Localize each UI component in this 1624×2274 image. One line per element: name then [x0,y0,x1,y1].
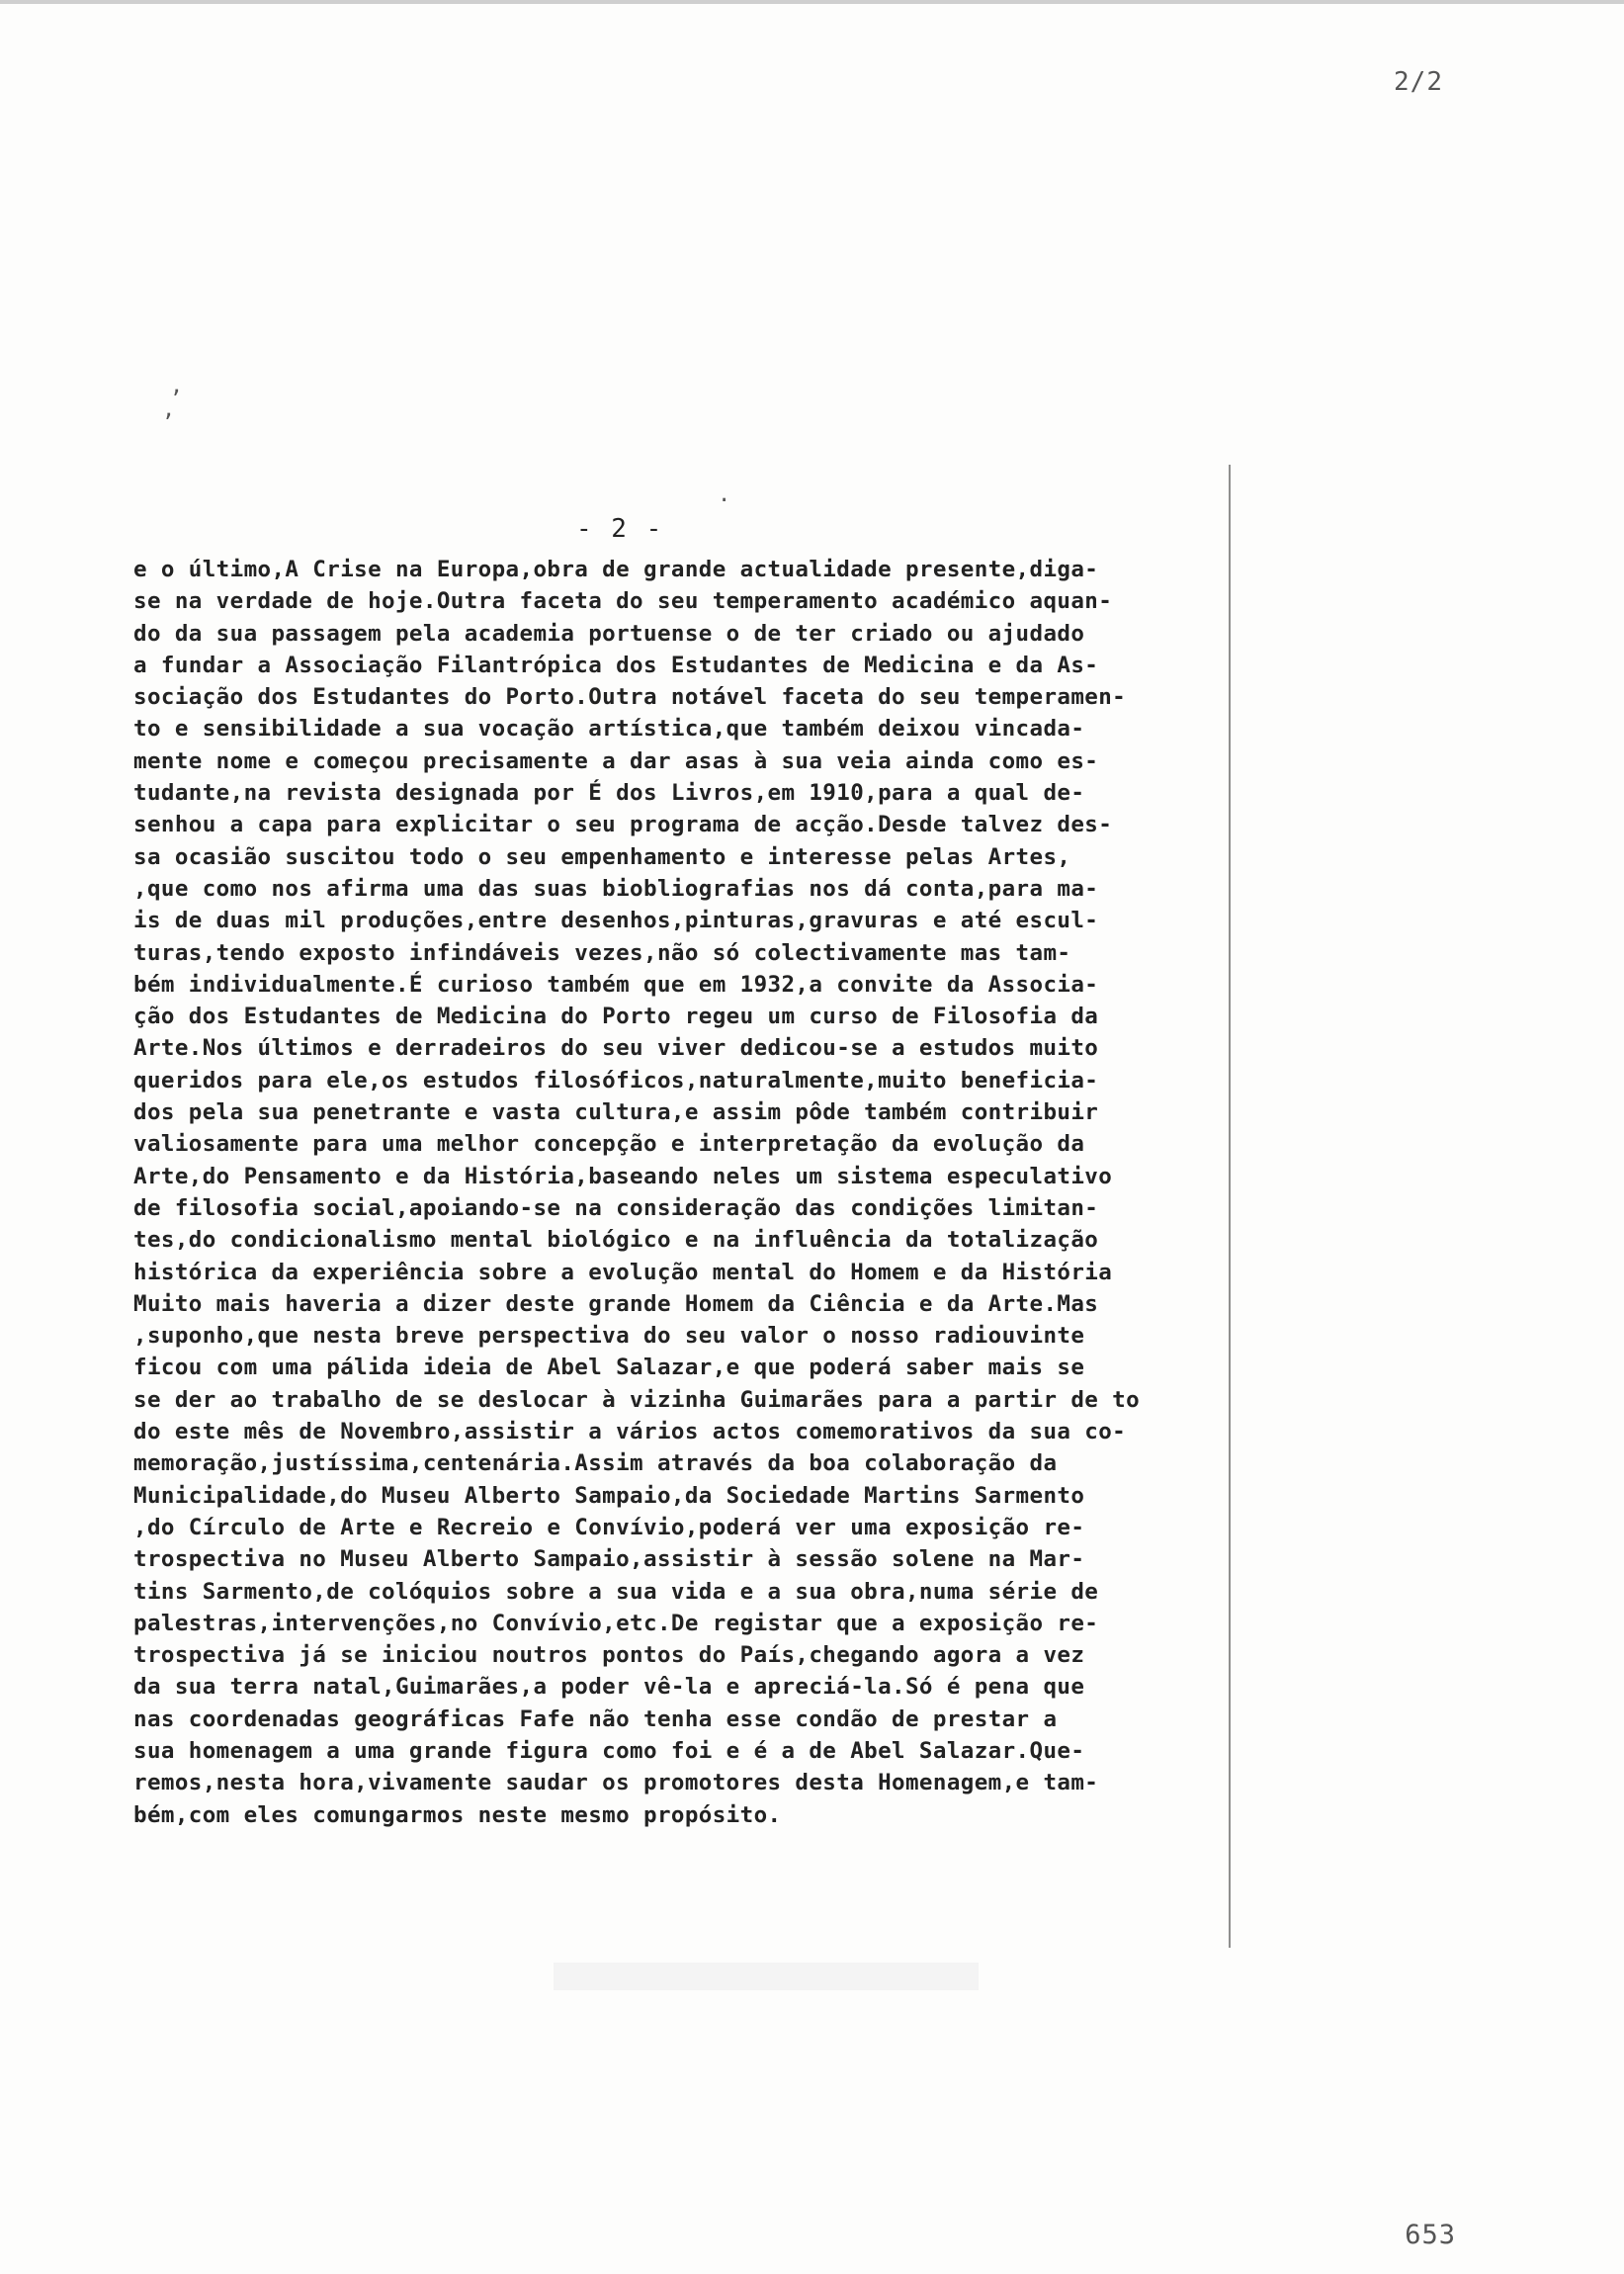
text-line: Arte.Nos últimos e derradeiros do seu viver dedicou-se a estudos muito [133,1035,1099,1062]
stray-mark: . [718,482,731,507]
section-number: - 2 - [576,514,664,544]
text-line: nas coordenadas geográficas Fafe não tenha esse condão de prestar a [133,1706,1058,1732]
text-line: turas,tendo exposto infindáveis vezes,não só colectivamente mas tam- [133,939,1071,966]
text-line: tes,do condicionalismo mental biológico e na influência da totalização [133,1227,1099,1254]
text-line: tudante,na revista designada por É dos Livros,em 1910,para a qual de- [133,780,1085,807]
stray-mark: , [162,397,176,422]
text-line: se na verdade de hoje.Outra faceta do seu temperamento académico aquan- [133,588,1113,615]
text-line: valiosamente para uma melhor concepção e interpretação da evolução da [133,1131,1085,1158]
text-line: sa ocasião suscitou todo o seu empenhamento e interesse pelas Artes, [133,843,1071,870]
text-line: is de duas mil produções,entre desenhos,pinturas,gravuras e até escul- [133,908,1099,934]
text-line: do da sua passagem pela academia portuense o de ter criado ou ajudado [133,620,1085,647]
text-line: to e sensibilidade a sua vocação artística,que também deixou vincada- [133,716,1085,743]
text-line: sua homenagem a uma grande figura como foi e é a de Abel Salazar.Que- [133,1737,1085,1764]
text-line: mente nome e começou precisamente a dar asas à sua veia ainda como es- [133,747,1099,774]
text-line: histórica da experiência sobre a evolução mental do Homem e da História [133,1259,1113,1285]
text-line: ficou com uma pálida ideia de Abel Salazar,e que poderá saber mais se [133,1355,1085,1381]
text-line: Municipalidade,do Museu Alberto Sampaio,da Sociedade Martins Sarmento [133,1482,1085,1509]
text-line: senhou a capa para explicitar o seu programa de acção.Desde talvez des- [133,812,1113,838]
text-line: palestras,intervenções,no Convívio,etc.De registar que a exposição re- [133,1610,1099,1636]
text-line: e o último,A Crise na Europa,obra de grande actualidade presente,diga- [133,557,1099,582]
text-line: tins Sarmento,de colóquios sobre a sua vida e a sua obra,numa série de [133,1578,1099,1605]
text-line: Muito mais haveria a dizer deste grande Homem da Ciência e da Arte.Mas [133,1290,1099,1317]
text-line: de filosofia social,apoiando-se na consideração das condições limitan- [133,1194,1099,1221]
text-line: sociação dos Estudantes do Porto.Outra notável faceta do seu temperamen- [133,684,1127,711]
text-line: ção dos Estudantes de Medicina do Porto regeu um curso de Filosofia da [133,1004,1099,1030]
text-line: trospectiva já se iniciou noutros pontos do País,chegando agora a vez [133,1642,1085,1669]
typed-body-text [133,554,1233,1831]
text-line: bém,com eles comungarmos neste mesmo propósito. [133,1801,782,1828]
text-line: queridos para ele,os estudos filosóficos,naturalmente,muito beneficia- [133,1067,1099,1093]
text-line: bém individualmente.É curioso também que em 1932,a convite da Associa- [133,971,1099,998]
scan-smudge [554,1963,979,1990]
stray-mark: , [170,374,184,398]
text-line: memoração,justíssima,centenária.Assim através da boa colaboração da [133,1450,1058,1477]
text-line: trospectiva no Museu Alberto Sampaio,assistir à sessão solene na Mar- [133,1546,1085,1573]
text-line: ,suponho,que nesta breve perspectiva do seu valor o nosso radiouvinte [133,1323,1085,1350]
page-folio-number: 653 [1405,2220,1456,2250]
page-fraction: 2/2 [1394,67,1443,97]
text-line: ,que como nos afirma uma das suas biobliografias nos dá conta,para ma- [133,875,1099,902]
text-line: a fundar a Associação Filantrópica dos Estudantes de Medicina e da As- [133,652,1099,678]
text-line: dos pela sua penetrante e vasta cultura,e assim pôde também contribuir [133,1099,1099,1126]
scan-top-edge [0,0,1624,4]
text-line: se der ao trabalho de se deslocar à vizinha Guimarães para a partir de to [133,1386,1141,1413]
text-line: da sua terra natal,Guimarães,a poder vê-la e apreciá-la.Só é pena que [133,1674,1085,1701]
text-line: do este mês de Novembro,assistir a vários actos comemorativos da sua co- [133,1419,1127,1445]
text-line: remos,nesta hora,vivamente saudar os promotores desta Homenagem,e tam- [133,1770,1099,1796]
text-line: Arte,do Pensamento e da História,baseando neles um sistema especulativo [133,1163,1113,1189]
text-line: ,do Círculo de Arte e Recreio e Convívio,poderá ver uma exposição re- [133,1514,1085,1540]
